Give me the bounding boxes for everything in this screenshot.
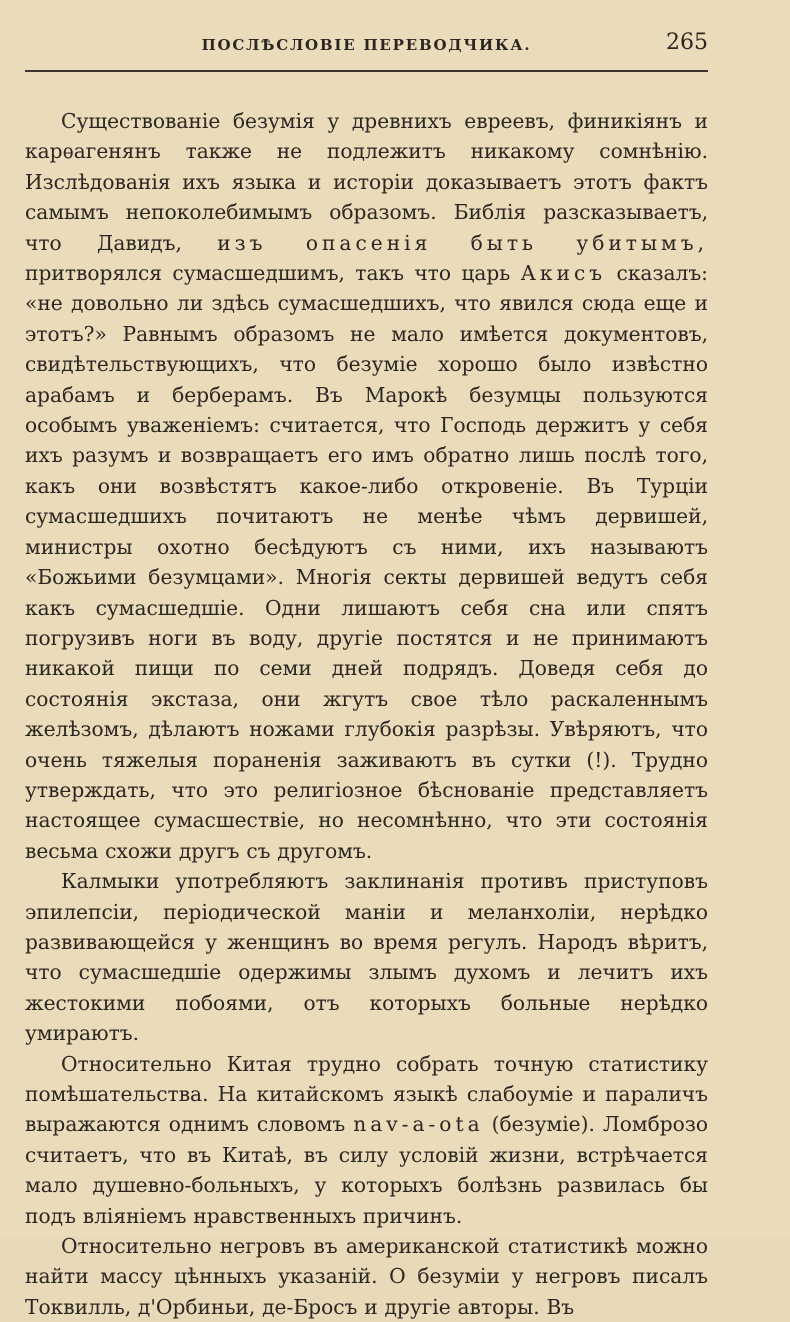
spaced-emphasis: изъ опасенія быть убитымъ, — [217, 230, 709, 255]
text-segment: притворялся сумасшедшимъ, такъ что царь — [25, 261, 521, 286]
page-header — [25, 30, 708, 72]
paragraph-negroes — [25, 1231, 708, 1322]
text-segment: (безуміе). Ломброзо считаетъ, что въ Китаѣ, въ силу условій жизни, встрѣчается мало душевно-больныхъ, у которыхъ болѣзнь развилась бы подъ вліяніемъ нравственныхъ причинъ. — [25, 1112, 708, 1228]
spaced-name: Акисъ — [520, 261, 607, 286]
text-segment: сказалъ: «не довольно ли здѣсь сумасшедшихъ, что явился сюда еще и этотъ?» Равнымъ образомъ не мало имѣется документовъ, свидѣтельствующихъ, что безуміе хорошо было извѣстно арабамъ и берберамъ. Въ Марокѣ безумцы пользуются особымъ уваженіемъ: считается, что Господь держитъ у себя ихъ разумъ и возвращаетъ его имъ обратно лишь послѣ того, какъ они возвѣстятъ какое-либо откровеніе. Въ Турціи сумасшедшихъ почитаютъ не менѣе чѣмъ дервишей, министры охотно бесѣдуютъ съ ними, ихъ называютъ «Божьими безумцами». Многія секты дервишей ведутъ себя какъ сумасшедшіе. Одни лишаютъ себя сна или спятъ погрузивъ ноги въ воду, другіе постятся и не принимаютъ никакой пищи по семи дней подрядъ. Доведя себя до состоянія экстаза, они жгутъ свое тѣло раскаленнымъ желѣзомъ, дѣлаютъ ножами глубокія разрѣзы. Увѣряютъ, что очень тяжелыя пораненія заживаютъ въ сутки (!). Трудно утверждать, что это религіозное бѣснованіе представляетъ настоящее сумасшествіе, но несомнѣнно, что эти состоянія весьма схожи другъ съ другомъ. — [25, 261, 708, 863]
page-number: 265 — [666, 30, 708, 55]
text-segment: Относительно Китая трудно собрать точную статистику помѣшательства. На китайскомъ языкѣ слабоуміе и параличъ выражаются однимъ словомъ — [25, 1051, 708, 1137]
running-head: ПОСЛѢСЛОВІЕ ПЕРЕВОДЧИКА. — [201, 36, 532, 54]
paragraph-kalmyks — [25, 866, 708, 1048]
paragraph-ancient-peoples — [25, 106, 708, 866]
paragraph-china — [25, 1049, 708, 1231]
text-segment: Существованіе безумія у древнихъ евреевъ, финикіянъ и карѳагенянъ также не подлежитъ никакому сомнѣнію. Изслѣдованія ихъ языка и исторіи доказываетъ этотъ фактъ самымъ непоколебимымъ образомъ. Библія разсказываетъ, что Давидъ, — [25, 109, 708, 255]
text-segment: Калмыки употребляютъ заклинанія противъ приступовъ эпилепсіи, періодической маніи и меланхоліи, нерѣдко развивающейся у женщинъ во время регулъ. Народъ вѣритъ, что сумасшедшіе одержимы злымъ духомъ и лечитъ ихъ жестокими побоями, отъ которыхъ больные нерѣдко умираютъ. — [25, 869, 708, 1046]
spaced-term: nav-a-ota — [353, 1112, 484, 1137]
page-body — [25, 106, 708, 1322]
text-segment: Относительно негровъ въ американской статистикѣ можно найти массу цѣнныхъ указаній. О безуміи у негровъ писалъ Токвилль, д'Орбиньи, де-Бросъ и другіе авторы. Въ — [25, 1234, 708, 1319]
